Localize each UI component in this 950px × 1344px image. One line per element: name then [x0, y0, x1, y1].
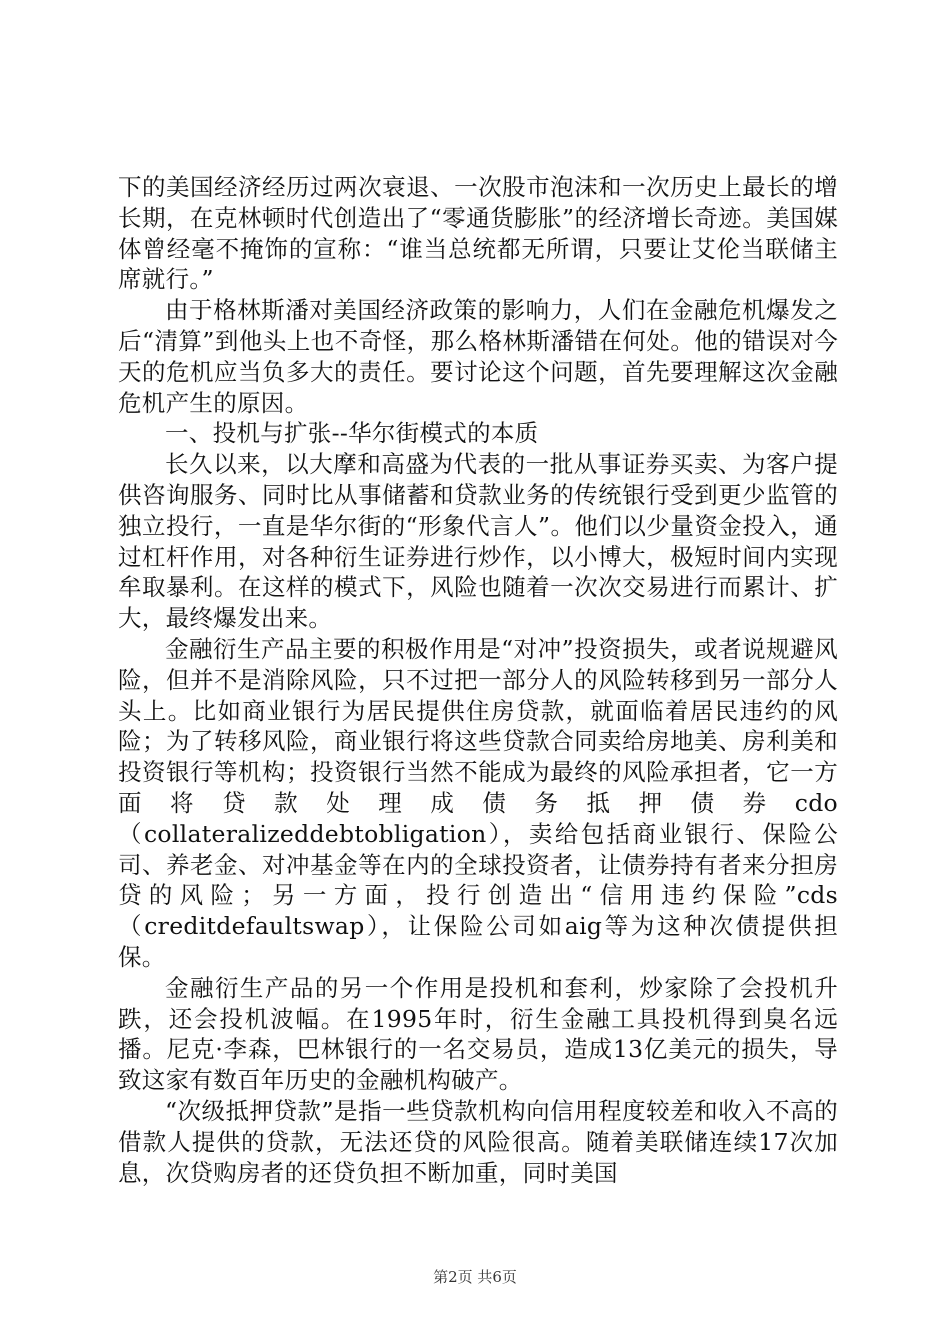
paragraph-greenspan-influence: 由于格林斯潘对美国经济政策的影响力，人们在金融危机爆发之后“清算”到他头上也不奇怪，那么格林斯潘错在何处。他的错误对今天的危机应当负多大的责任。要讨论这个问题，首先要理解这次金融危机产生的原因。 [118, 296, 838, 417]
document-body [118, 172, 838, 1188]
paragraph-continuation: 下的美国经济经历过两次衰退、一次股市泡沫和一次历史上最长的增长期，在克林顿时代创造出了“零通货膨胀”的经济增长奇迹。美国媒体曾经毫不掩饰的宣称：“谁当总统都无所谓，只要让艾伦当联储主席就行。” [118, 173, 838, 294]
paragraph-derivatives-hedging: 金融衍生产品主要的积极作用是“对冲”投资损失，或者说规避风险，但并不是消除风险，只不过把一部分人的风险转移到另一部分人头上。比如商业银行为居民提供住房贷款，就面临着居民违约的风险；为了转移风险，商业银行将这些贷款合同卖给房地美、房利美和投资银行等机构；投资银行当然不能成为最终的风险承担者，它一方面将贷款处理成债务抵押债券cdo（collateralizeddebtobligation），卖给包括商业银行、保险公司、养老金、对冲基金等在内的全球投资者，让债券持有者来分担房贷的风险；另一方面，投行创造出“信用违约保险”cds（creditdefaultswap），让保险公司如aig等为这种次债提供担保。 [118, 634, 838, 971]
section-heading: 一、投机与扩张--华尔街模式的本质 [165, 419, 539, 448]
paragraph-investment-banks: 长久以来，以大摩和高盛为代表的一批从事证券买卖、为客户提供咨询服务、同时比从事储蓄和贷款业务的传统银行受到更少监管的独立投行，一直是华尔街的“形象代言人”。他们以少量资金投入，通过杠杆作用，对各种衍生证券进行炒作，以小博大，极短时间内实现牟取暴利。在这样的模式下，风险也随着一次次交易进行而累计、扩大，最终爆发出来。 [118, 450, 838, 633]
paragraph-speculation: 金融衍生产品的另一个作用是投机和套利，炒家除了会投机升跌，还会投机波幅。在1995年时，衍生金融工具投机得到臭名远播。尼克·李森，巴林银行的一名交易员，造成13亿美元的损失，导致这家有数百年历史的金融机构破产。 [118, 973, 838, 1095]
paragraph-subprime: “次级抵押贷款”是指一些贷款机构向信用程度较差和收入不高的借款人提供的贷款，无法还贷的风险很高。随着美联储连续17次加息，次贷购房者的还贷负担不断加重，同时美国 [118, 1096, 838, 1187]
page-number-footer: 第2页 共6页 [433, 1268, 517, 1286]
